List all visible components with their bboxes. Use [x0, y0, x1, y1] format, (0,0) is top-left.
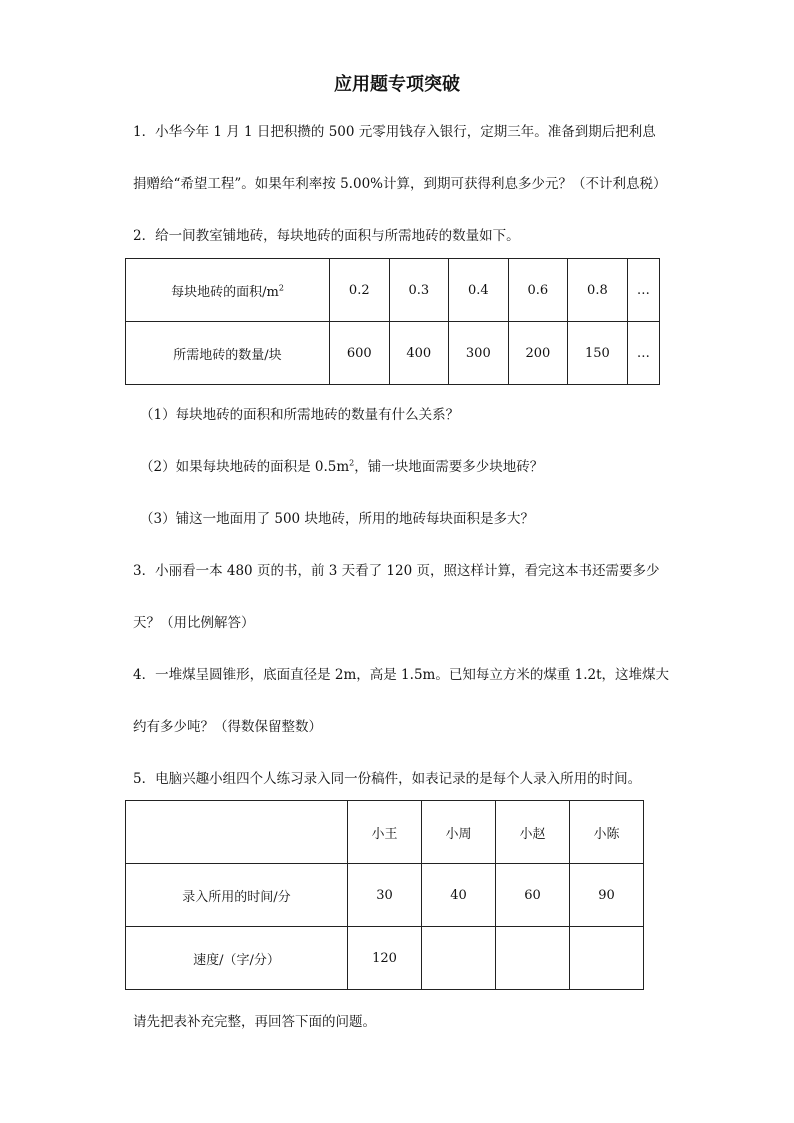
table-cell: 小周: [422, 801, 496, 864]
table-cell: 200: [508, 322, 568, 385]
question-1-line-2: 捐赠给“希望工程”。如果年利率按 5.00%计算，到期可获得利息多少元？（不计利息税）: [133, 176, 667, 192]
table-cell: 30: [348, 864, 422, 927]
table-cell: [126, 801, 348, 864]
table-cell: 120: [348, 927, 422, 990]
table-cell: 90: [570, 864, 644, 927]
table-cell: 600: [330, 322, 390, 385]
typing-time-row: [126, 864, 644, 927]
table-cell: 0.2: [330, 259, 390, 322]
table-cell: 0.8: [568, 259, 628, 322]
table-cell: 0.3: [389, 259, 449, 322]
tile-count-row: [126, 322, 660, 385]
table-cell: 速度/（字/分）: [126, 927, 348, 990]
table-cell: [496, 927, 570, 990]
table-cell: 小陈: [570, 801, 644, 864]
question-5-intro: 5．电脑兴趣小组四个人练习录入同一份稿件，如表记录的是每个人录入所用的时间。: [133, 771, 642, 787]
tile-table: [125, 258, 660, 385]
question-2-sub-2: （2）如果每块地砖的面积是 $0.5m^2$，铺一块地面需要多少块地砖？: [140, 458, 544, 475]
question-1-line-1: 1．小华今年 1 月 1 日把积攒的 500 元零用钱存入银行，定期三年。准备到期后把利息: [133, 124, 656, 140]
table-cell: 小王: [348, 801, 422, 864]
question-2-intro: 2．给一间教室铺地砖，每块地砖的面积与所需地砖的数量如下。: [133, 228, 520, 244]
table-cell: 150: [568, 322, 628, 385]
page-title: 应用题专项突破: [334, 74, 460, 95]
table-cell: 400: [389, 322, 449, 385]
table-cell: 60: [496, 864, 570, 927]
table-cell: 0.4: [449, 259, 509, 322]
tile-area-row: [126, 259, 660, 322]
question-3-line-1: 3．小丽看一本 480 页的书，前 3 天看了 120 页，照这样计算，看完这本书还需要多少: [133, 563, 660, 579]
typing-header-row: [126, 801, 644, 864]
question-2-sub-1: （1）每块地砖的面积和所需地砖的数量有什么关系？: [140, 407, 460, 423]
table-cell: …: [627, 322, 659, 385]
table-cell: 0.6: [508, 259, 568, 322]
table-cell: 300: [449, 322, 509, 385]
table-cell: …: [627, 259, 659, 322]
question-2-sub-3: （3）铺这一地面用了 500 块地砖，所用的地砖每块面积是多大？: [140, 511, 534, 527]
question-5-after: 请先把表补充完整，再回答下面的问题。: [133, 1014, 376, 1030]
table-cell: 40: [422, 864, 496, 927]
table-cell: 小赵: [496, 801, 570, 864]
tile-area-label: 每块地砖的面积$/m^2$: [126, 259, 330, 322]
question-4-line-2: 约有多少吨？（得数保留整数）: [133, 719, 322, 735]
table-cell: [570, 927, 644, 990]
typing-speed-row: [126, 927, 644, 990]
table-cell: 录入所用的时间/分: [126, 864, 348, 927]
question-3-line-2: 天？（用比例解答）: [133, 615, 255, 631]
question-4-line-1: 4．一堆煤呈圆锥形，底面直径是 2m，高是 1.5m。已知每立方米的煤重 1.2t，这堆煤大: [133, 667, 670, 683]
typing-table: [125, 800, 644, 990]
table-cell: [422, 927, 496, 990]
tile-count-label: 所需地砖的数量/块: [126, 322, 330, 385]
